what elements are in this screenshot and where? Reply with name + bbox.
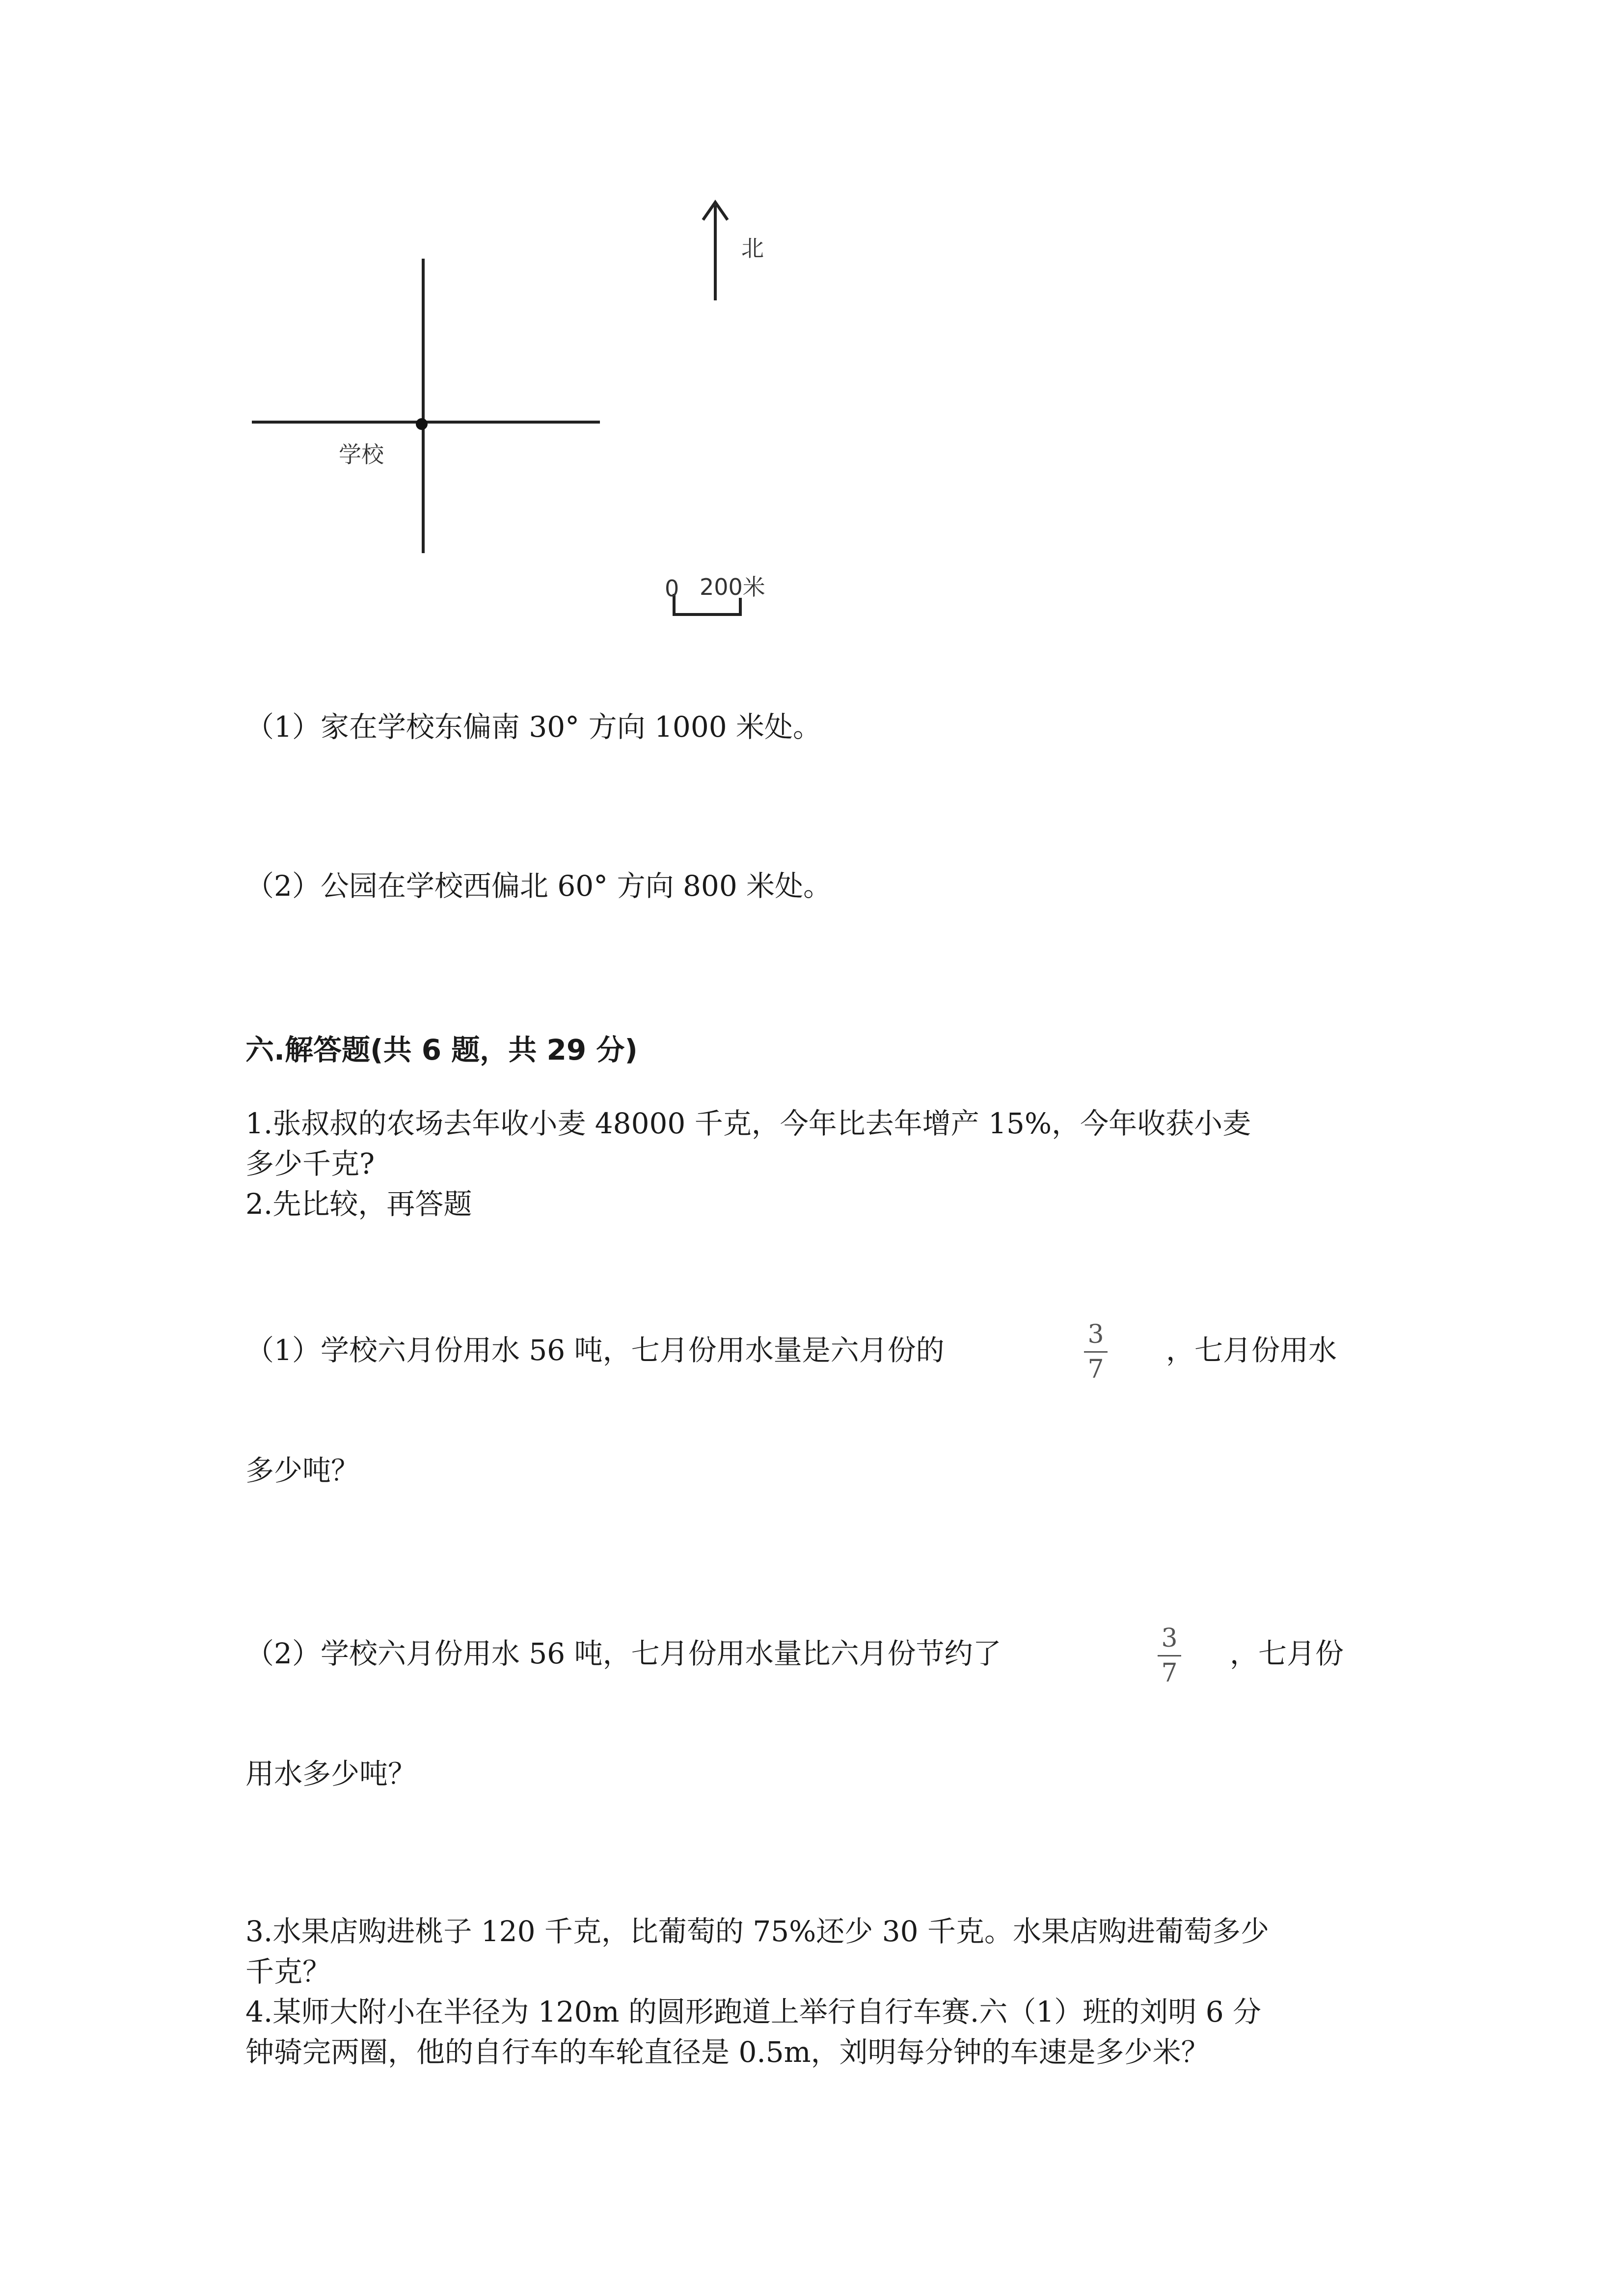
problem-2a-line-2: 多少吨？ [245, 1454, 360, 1487]
fraction-denominator: 7 [1087, 1355, 1104, 1384]
problem-4-line-2: 钟骑完两圈，他的自行车的车轮直径是 0.5m，刘明每分钟的车速是多少米？ [245, 2035, 1210, 2069]
fraction-numerator: 3 [1087, 1320, 1104, 1349]
question-park-location: （2）公园在学校西偏北 60° 方向 800 米处。 [245, 869, 832, 903]
fraction-3-7 [1155, 1626, 1184, 1686]
problem-2b-line-2: 用水多少吨？ [245, 1757, 417, 1790]
fraction-bar [1158, 1655, 1181, 1656]
fraction-bar [1084, 1351, 1108, 1353]
north-label: 北 [741, 235, 764, 262]
problem-4-line-1: 4.某师大附小在半径为 120m 的圆形跑道上举行自行车赛.六（1）班的刘明 6 分 [245, 1995, 1262, 2029]
problem-1-line-2: 多少千克? [245, 1147, 375, 1180]
direction-diagram [0, 0, 1624, 638]
scale-zero-label: 0 [665, 575, 679, 602]
fraction-numerator: 3 [1161, 1624, 1178, 1653]
fraction-denominator: 7 [1161, 1658, 1178, 1688]
section-heading: 六.解答题(共 6 题，共 29 分) [245, 1033, 638, 1067]
school-label: 学校 [339, 441, 384, 468]
fraction-3-7 [1081, 1322, 1110, 1382]
problem-2-title: 2.先比较，再答题 [245, 1187, 472, 1221]
question-home-location: （1）家在学校东偏南 30° 方向 1000 米处。 [245, 710, 822, 744]
problem-3-line-1: 3.水果店购进桃子 120 千克，比葡萄的 75%还少 30 千克。水果店购进葡萄多少 [245, 1915, 1269, 1948]
problem-1-line-1: 1.张叔叔的农场去年收小麦 48000 千克，今年比去年增产 15%，今年收获小麦 [245, 1107, 1251, 1140]
problem-2b-text-end: ，七月份 [1230, 1637, 1344, 1670]
problem-3-line-2: 千克？ [245, 1955, 331, 1988]
problem-2a-text-end: ，七月份用水 [1166, 1334, 1337, 1367]
problem-2a-text: （1）学校六月份用水 56 吨，七月份用水量是六月份的 [245, 1334, 945, 1367]
scale-value-label: 200米 [700, 574, 765, 600]
problem-2b-text: （2）学校六月份用水 56 吨，七月份用水量比六月份节约了 [245, 1637, 1001, 1670]
school-point [416, 418, 428, 430]
